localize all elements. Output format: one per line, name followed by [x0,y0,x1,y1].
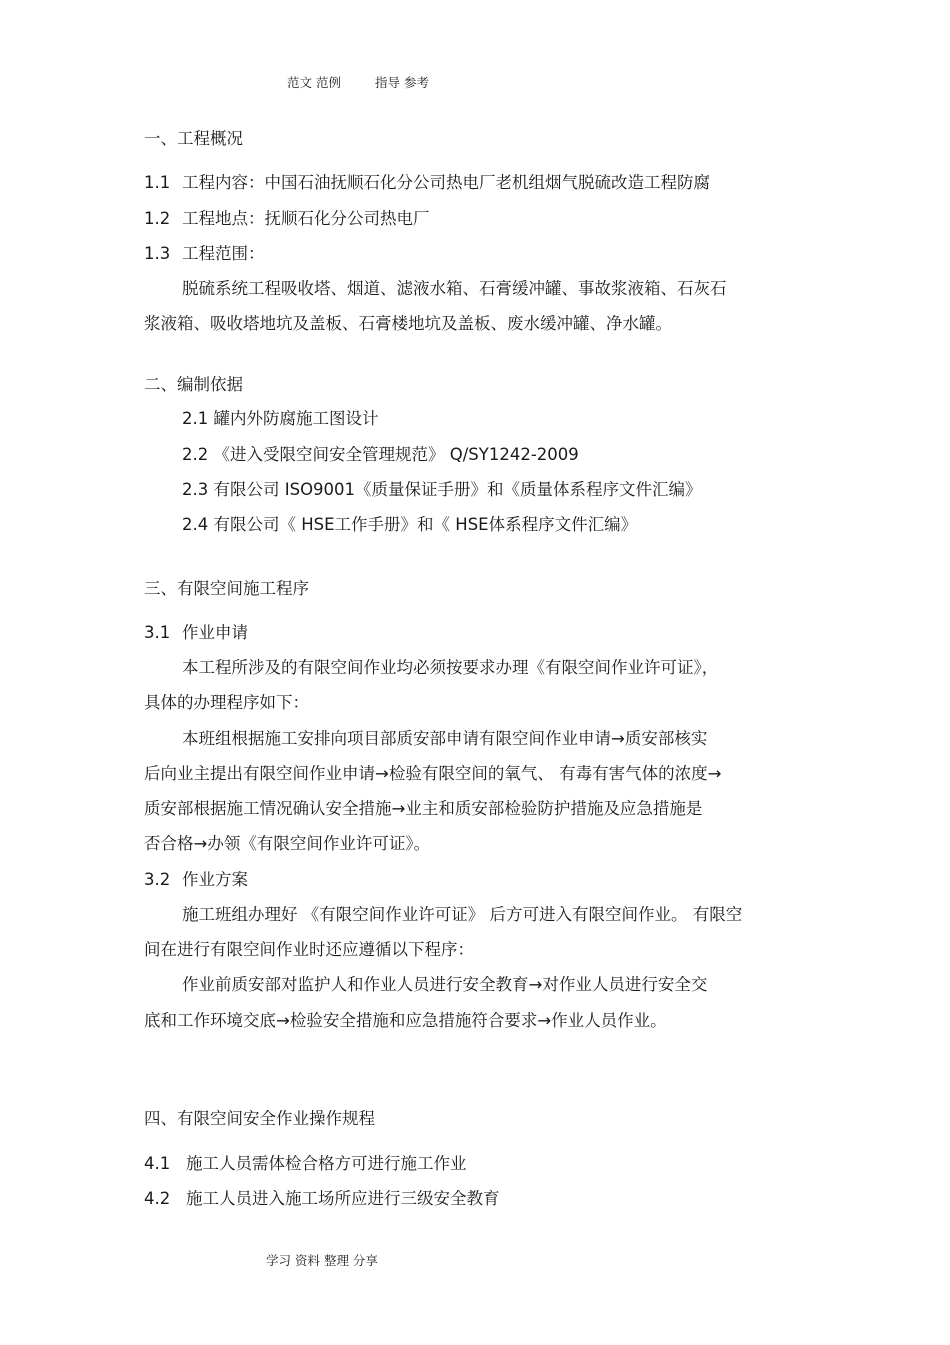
paragraph-line: 质安部根据施工情况确认安全措施→业主和质安部检验防护措施及应急措施是 [144,799,703,818]
item-number: 1.3 [144,244,171,263]
item-number: 1.2 [144,209,171,228]
paragraph-line: 脱硫系统工程吸收塔、烟道、滤液水箱、石膏缓冲罐、事故浆液箱、石灰石 [182,279,727,298]
item-text: 工程范围： [182,244,265,263]
footer: 学习 资料 整理 分享 [266,1253,378,1268]
item-1-1 [144,172,710,194]
item-number: 4.2 [144,1189,171,1208]
item-3-2 [144,869,248,891]
paragraph-line: 间在进行有限空间作业时还应遵循以下程序： [144,940,474,959]
paragraph-line: 浆液箱、吸收塔地坑及盖板、石膏楼地坑及盖板、废水缓冲罐、净水罐。 [144,314,672,333]
paragraph-line: 本工程所涉及的有限空间作业均必须按要求办理《有限空间作业许可证》， [182,658,719,677]
item-number: 1.1 [144,173,171,192]
item-2-1: 2.1 罐内外防腐施工图设计 [182,409,379,428]
item-number: 3.2 [144,870,171,889]
item-text: 工程地点：抚顺石化分公司热电厂 [182,209,430,228]
section-1-title: 一、工程概况 [144,129,243,148]
paragraph-line: 本班组根据施工安排向项目部质安部申请有限空间作业申请→质安部核实 [182,729,708,748]
header-left: 范文 范例 [287,75,341,90]
paragraph-line: 底和工作环境交底→检验安全措施和应急措施符合要求→作业人员作业。 [144,1011,667,1030]
section-2-title: 二、编制依据 [144,375,243,394]
section-3-title: 三、有限空间施工程序 [144,579,309,598]
item-2-4: 2.4 有限公司《 HSE工作手册》和《 HSE体系程序文件汇编》 [182,515,638,534]
item-3-1 [144,622,248,644]
item-1-3 [144,243,265,265]
paragraph-line: 作业前质安部对监护人和作业人员进行安全教育→对作业人员进行安全交 [182,975,708,994]
paragraph-line: 后向业主提出有限空间作业申请→检验有限空间的氧气、 有毒有害气体的浓度→ [144,764,722,783]
item-number: 3.1 [144,623,171,642]
item-text: 施工人员进入施工场所应进行三级安全教育 [186,1189,500,1208]
item-text: 作业申请 [182,623,248,642]
item-number: 4.1 [144,1154,171,1173]
item-text: 施工人员需体检合格方可进行施工作业 [186,1154,467,1173]
section-4-title: 四、有限空间安全作业操作规程 [144,1109,375,1128]
paragraph-line: 具体的办理程序如下： [144,693,309,712]
paragraph-line: 否合格→办领《有限空间作业许可证》。 [144,834,431,853]
item-4-2 [144,1188,500,1210]
item-2-2: 2.2 《进入受限空间安全管理规范》 Q/SY1242-2009 [182,445,579,464]
item-text: 作业方案 [182,870,248,889]
item-1-2 [144,208,430,230]
item-text: 工程内容：中国石油抚顺石化分公司热电厂老机组烟气脱硫改造工程防腐 [182,173,710,192]
header-right: 指导 参考 [375,75,429,90]
item-4-1 [144,1153,467,1175]
item-2-3: 2.3 有限公司 ISO9001《质量保证手册》和《质量体系程序文件汇编》 [182,480,702,499]
paragraph-line: 施工班组办理好 《有限空间作业许可证》 后方可进入有限空间作业。 有限空 [182,905,743,924]
